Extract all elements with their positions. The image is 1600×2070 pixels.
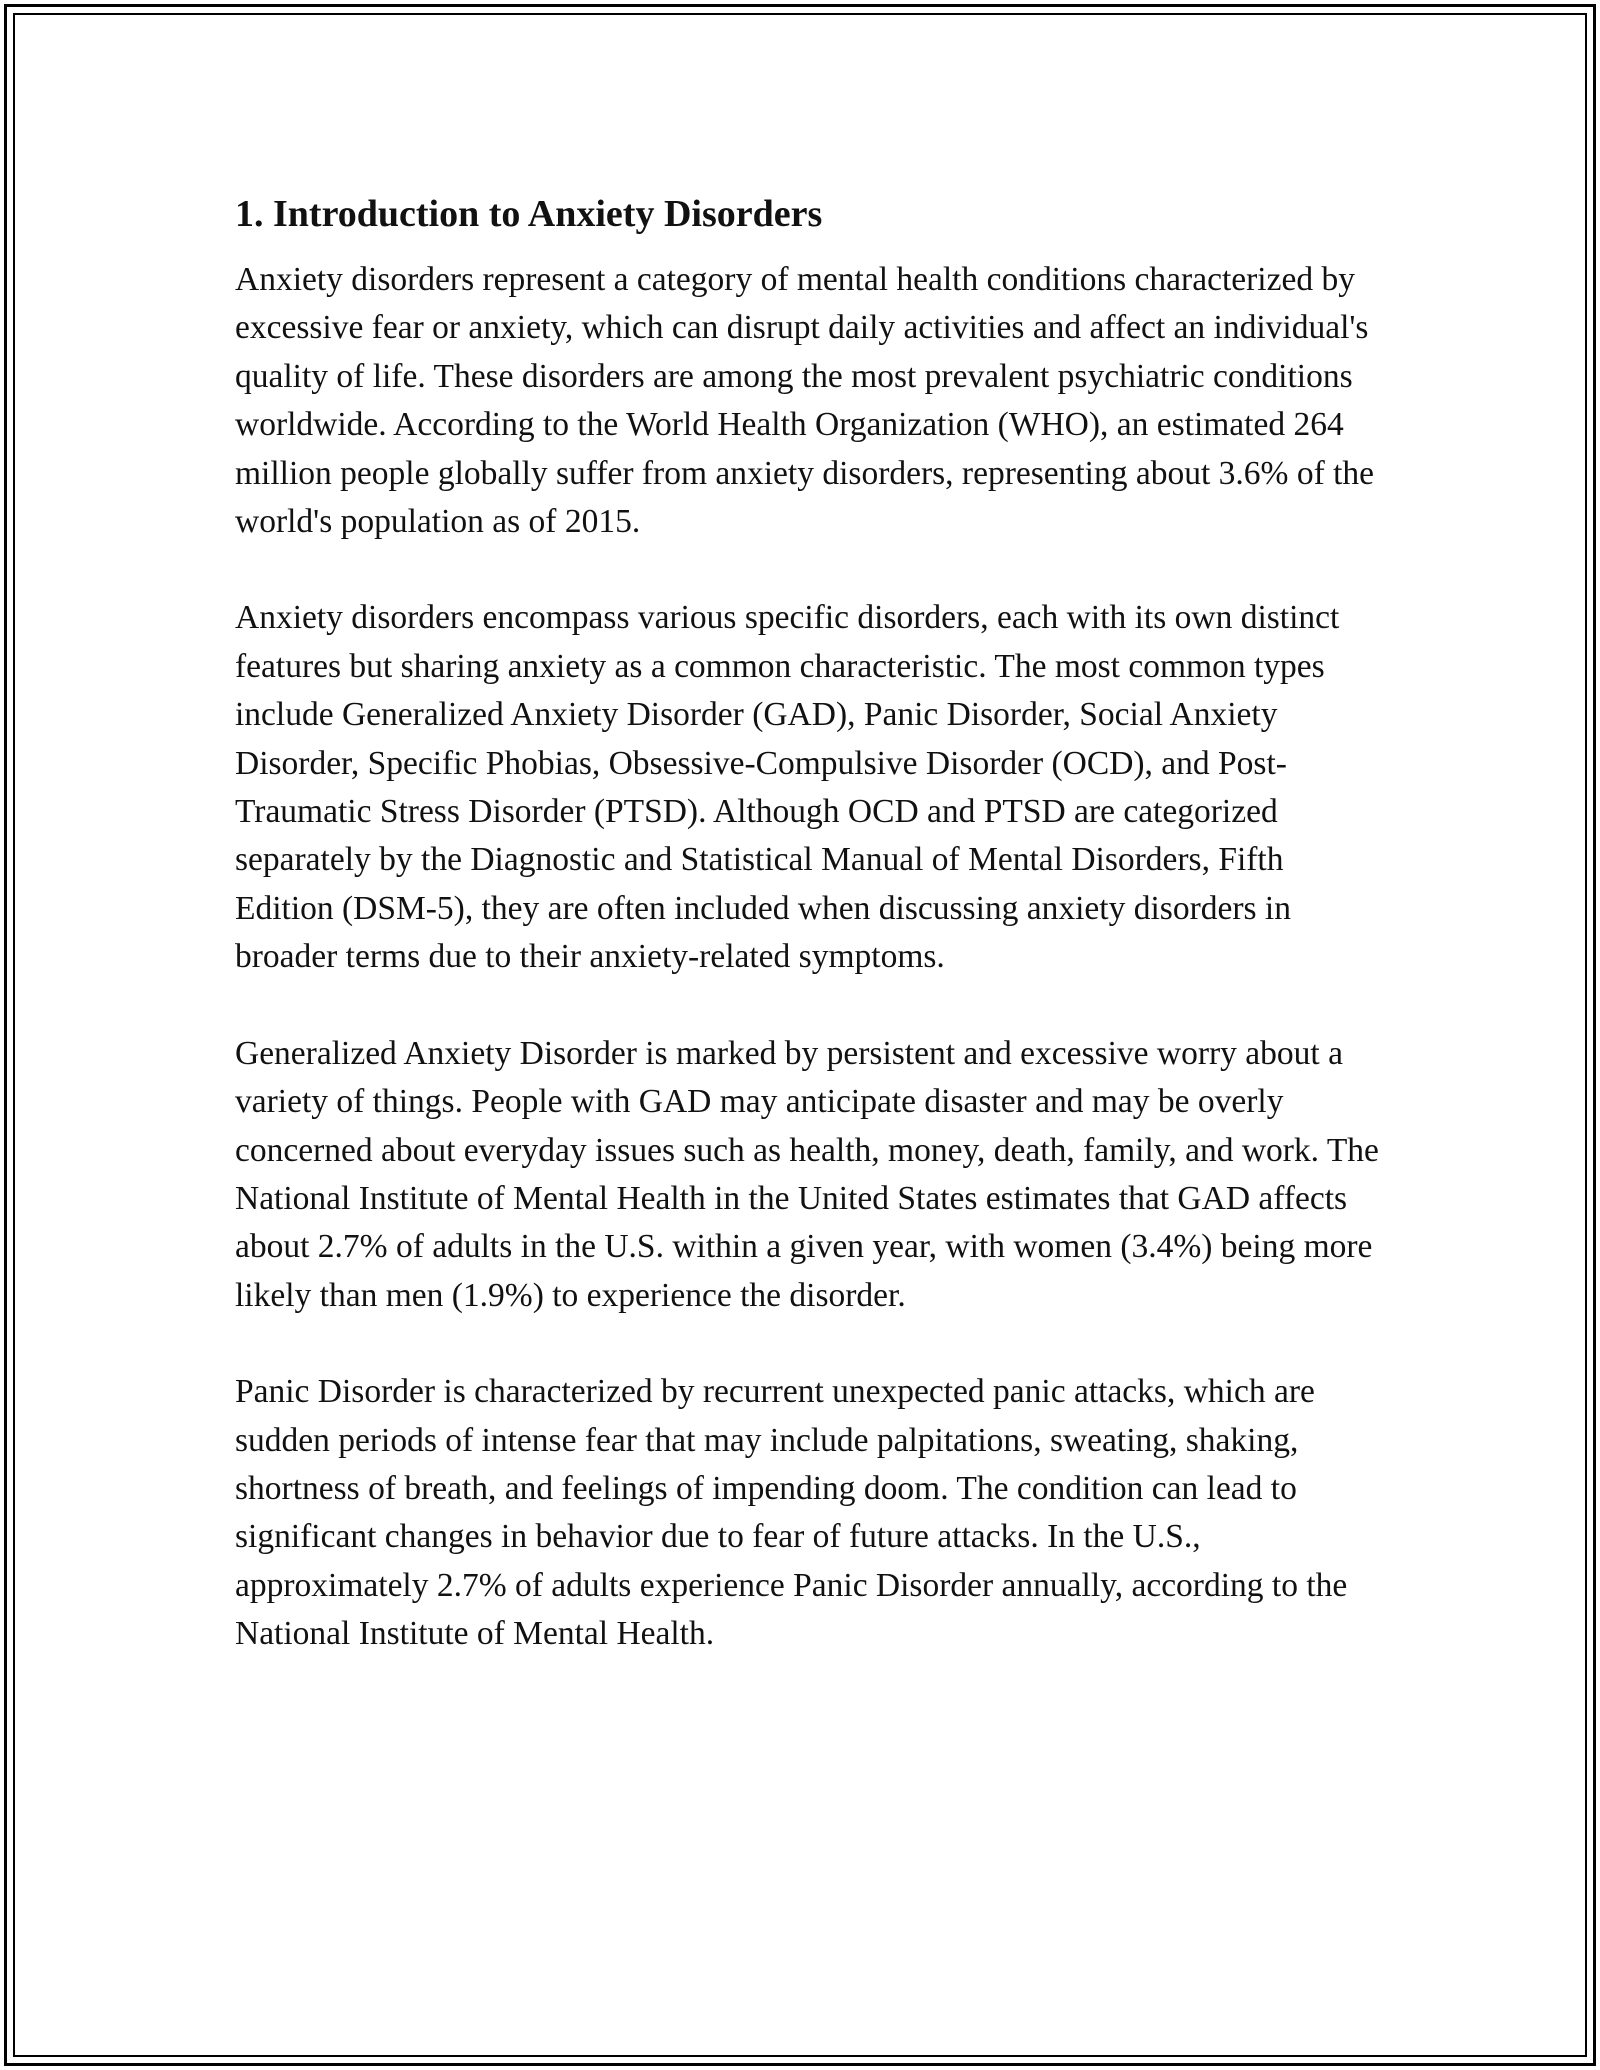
document-body bbox=[235, 188, 1385, 1707]
paragraph-intro: Anxiety disorders represent a category of mental health conditions characterized by excessive fear or anxiety, which can disrupt daily activities and affect an individual's quality of life. These disorders are among the most prevalent psychiatric conditions worldwide. According to the World Health Organization (WHO), an estimated 264 million people globally suffer from anxiety disorders, representing about 3.6% of the world's population as of 2015. bbox=[235, 261, 1375, 541]
paragraph-types: Anxiety disorders encompass various specific disorders, each with its own distinct features but sharing anxiety as a common characteristic. The most common types include Generalized Anxiety Disorder (GAD), Panic Disorder, Social Anxiety Disorder, Specific Phobias, Obsessive-Compulsive Disorder (OCD), and Post-Traumatic Stress Disorder (PTSD). Although OCD and PTSD are categorized separately by the Diagnostic and Statistical Manual of Mental Disorders, Fifth Edition (DSM-5), they are often included when discussing anxiety disorders in broader terms due to their anxiety-related symptoms. bbox=[235, 599, 1340, 976]
section-heading: 1. Introduction to Anxiety Disorders bbox=[235, 193, 823, 235]
paragraph-panic: Panic Disorder is characterized by recurrent unexpected panic attacks, which are sudden periods of intense fear that may include palpitations, sweating, shaking, shortness of breath, and feelings of impending doom. The condition can lead to significant changes in behavior due to fear of future attacks. In the U.S., approximately 2.7% of adults experience Panic Disorder annually, according to the National Institute of Mental Health. bbox=[235, 1373, 1348, 1653]
paragraph-gad: Generalized Anxiety Disorder is marked by persistent and excessive worry about a variety of things. People with GAD may anticipate disaster and may be overly concerned about everyday issues such as health, money, death, family, and work. The National Institute of Mental Health in the United States estimates that GAD affects about 2.7% of adults in the U.S. within a given year, with women (3.4%) being more likely than men (1.9%) to experience the disorder. bbox=[235, 1034, 1379, 1314]
